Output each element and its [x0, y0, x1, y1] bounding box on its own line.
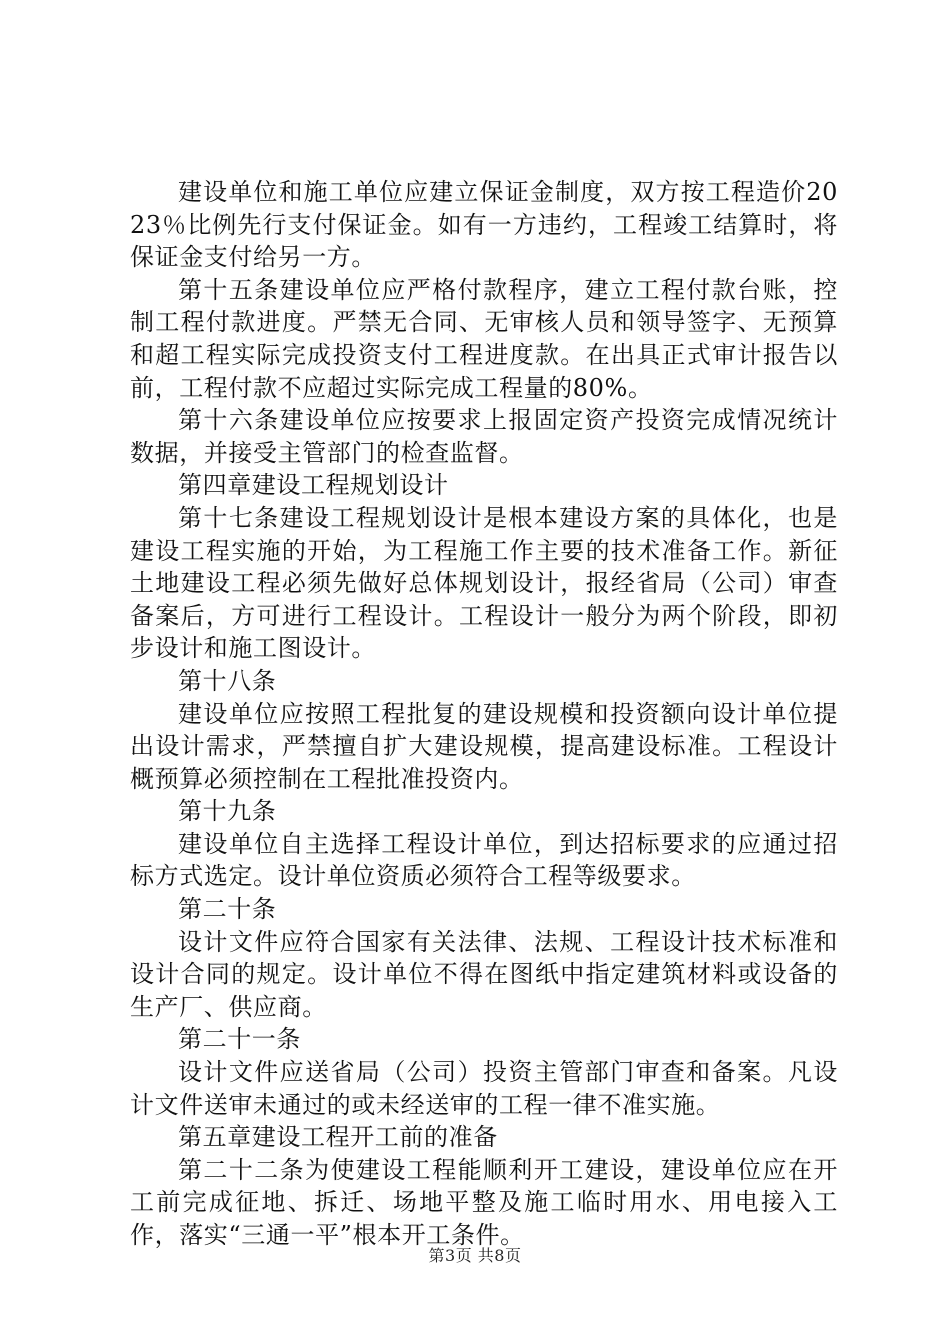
paragraph-guarantee-deposit: 建设单位和施工单位应建立保证金制度，双方按工程造价2023％比例先行支付保证金。如有一方违约，工程竣工结算时，将保证金支付给另一方。 [130, 178, 838, 272]
paragraph-article-17: 第十七条建设工程规划设计是根本建设方案的具体化，也是建设工程实施的开始，为工程施工作主要的技术准备工作。新征土地建设工程必须先做好总体规划设计，报经省局（公司）审查备案后，方可进行工程设计。工程设计一般分为两个阶段，即初步设计和施工图设计。 [130, 503, 838, 663]
paragraph-article-21-body: 设计文件应送省局（公司）投资主管部门审查和备案。凡设计文件送审未通过的或未经送审的工程一律不准实施。 [130, 1058, 838, 1119]
chapter-4-heading: 第四章建设工程规划设计 [178, 471, 449, 500]
paragraph-article-20-body: 设计文件应符合国家有关法律、法规、工程设计技术标准和设计合同的规定。设计单位不得在图纸中指定建筑材料或设备的生产厂、供应商。 [130, 927, 838, 1021]
article-19-heading: 第十九条 [178, 797, 277, 826]
article-20-heading: 第二十条 [178, 895, 277, 924]
chapter-5-heading: 第五章建设工程开工前的准备 [178, 1123, 498, 1152]
article-18-heading: 第十八条 [178, 666, 277, 695]
paragraph-article-19-body: 建设单位自主选择工程设计单位，到达招标要求的应通过招标方式选定。设计单位资质必须符合工程等级要求。 [130, 829, 838, 891]
paragraph-article-22: 第二十二条为使建设工程能顺利开工建设，建设单位应在开工前完成征地、拆迁、场地平整及施工临时用水、用电接入工作，落实“三通一平”根本开工条件。 [130, 1155, 838, 1249]
paragraph-article-16: 第十六条建设单位应按要求上报固定资产投资完成情况统计数据，并接受主管部门的检查监督。 [130, 406, 838, 467]
page-number-footer: 第3页 共8页 [428, 1246, 522, 1265]
paragraph-article-18-body: 建设单位应按照工程批复的建设规模和投资额向设计单位提出设计需求，严禁擅自扩大建设规模，提高建设标准。工程设计概预算必须控制在工程批准投资内。 [130, 699, 838, 793]
document-body [130, 176, 838, 1252]
paragraph-article-15: 第十五条建设单位应严格付款程序，建立工程付款台账，控制工程付款进度。严禁无合同、无审核人员和领导签字、无预算和超工程实际完成投资支付工程进度款。在出具正式审计报告以前，工程付款不应超过实际完成工程量的80%。 [130, 275, 838, 402]
article-21-heading: 第二十一条 [178, 1025, 301, 1054]
